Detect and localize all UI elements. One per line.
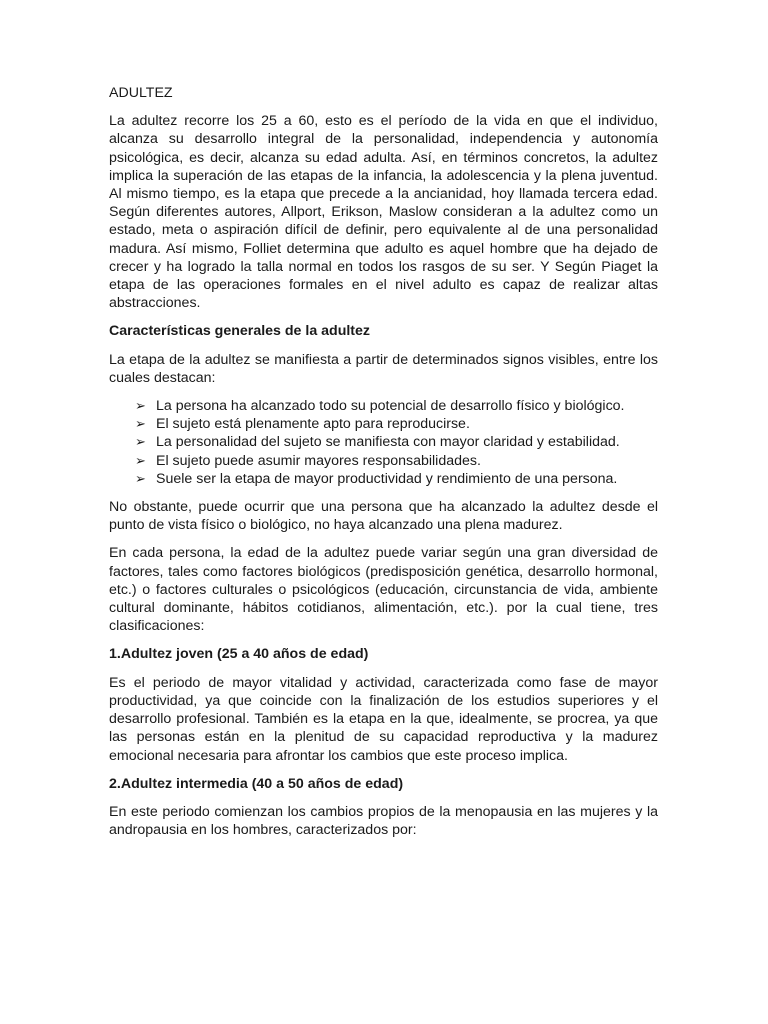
arrow-bullet-icon: ➢: [135, 434, 146, 450]
characteristics-heading: Características generales de la adultez: [109, 323, 371, 340]
list-item: [109, 397, 658, 415]
characteristics-lead: La etapa de la adultez se manifiesta a partir de determinados signos visibles, entre los cuales destacan:: [109, 351, 658, 386]
intro-paragraph: La adultez recorre los 25 a 60, esto es el período de la vida en que el individuo, alcanza su desarrollo integral de la personalidad, independencia y autonomía psicológica, es decir, alcanza su edad adulta. Así, en términos concretos, la adultez implica la superación de las etapas de la infancia, la adolescencia y la plena juventud. Al mismo tiempo, es la etapa que precede a la ancianidad, hoy llamada tercera edad. Según diferentes autores, Allport, Erikson, Maslow consideran a la adultez como un estado, meta o aspiración difícil de definir, pero equivalente al de una personalidad madura. Así mismo, Folliet determina que adulto es aquel hombre que ha dejado de crecer y ha logrado la talla normal en todos los rasgos de su ser. Y Según Piaget la etapa de las operaciones formales en el nivel adulto es capaz de realizar altas abstracciones.: [109, 113, 658, 312]
list-item-text: Suele ser la etapa de mayor productividad y rendimiento de una persona.: [156, 470, 618, 487]
arrow-bullet-icon: ➢: [135, 452, 146, 468]
list-item: [109, 433, 658, 451]
list-item: [109, 452, 658, 470]
list-item: [109, 470, 658, 488]
middle-adult-paragraph: En este periodo comienzan los cambios propios de la menopausia en las mujeres y la andropausia en los hombres, caracterizados por:: [109, 803, 658, 839]
list-item: [109, 415, 658, 433]
list-item-text: El sujeto está plenamente apto para reproducirse.: [156, 416, 470, 433]
young-adult-paragraph: Es el periodo de mayor vitalidad y actividad, caracterizada como fase de mayor productividad, ya que coincide con la finalización de los estudios superiores y el desarrollo profesional. También es la etapa en la que, idealmente, se procrea, ya que las personas están en la plenitud de su capacidad reproductiva y la madurez emocional necesaria para afrontar los cambios que este proceso implica.: [109, 674, 658, 764]
document-page: [109, 84, 658, 849]
list-item-text: La persona ha alcanzado todo su potencial de desarrollo físico y biológico.: [156, 398, 625, 415]
variation-paragraph: En cada persona, la edad de la adultez puede variar según una gran diversidad de factores, tales como factores biológicos (predisposición genética, desarrollo hormonal, etc.) o factores culturales o psicológicos (educación, circunstancia de vida, ambiente cultural dominante, hábitos cotidianos, alimentación, etc.). por la cual tiene, tres clasificaciones:: [109, 545, 658, 635]
arrow-bullet-icon: ➢: [135, 470, 146, 486]
document-title: ADULTEZ: [109, 85, 173, 101]
list-item-text: El sujeto puede asumir mayores responsabilidades.: [156, 452, 481, 469]
arrow-bullet-icon: ➢: [135, 416, 146, 432]
list-item-text: La personalidad del sujeto se manifiesta con mayor claridad y estabilidad.: [156, 434, 620, 451]
young-adult-heading: 1.Adultez joven (25 a 40 años de edad): [109, 646, 369, 663]
arrow-bullet-icon: ➢: [135, 398, 146, 414]
characteristics-list: [109, 397, 658, 488]
maturity-note-paragraph: No obstante, puede ocurrir que una persona que ha alcanzado la adultez desde el punto de vista físico o biológico, no haya alcanzado una plena madurez.: [109, 499, 658, 534]
middle-adult-heading: 2.Adultez intermedia (40 a 50 años de edad): [109, 775, 404, 792]
